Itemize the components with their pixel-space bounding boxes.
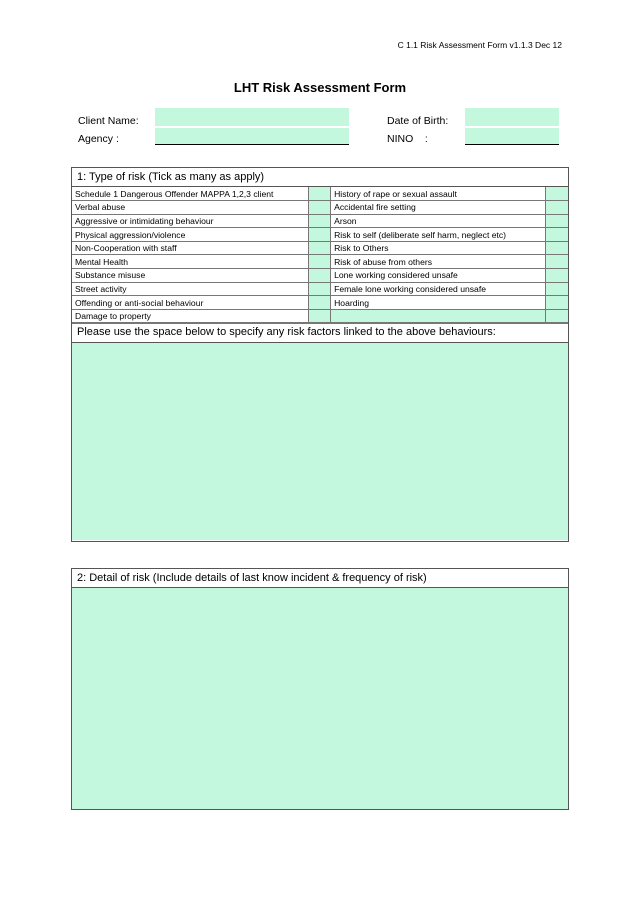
risk-tick-box[interactable] <box>546 255 568 269</box>
detail-of-risk-heading: 2: Detail of risk (Include details of last know incident & frequency of risk) <box>72 569 568 588</box>
risk-label: Non-Cooperation with staff <box>72 241 308 255</box>
risk-tick-box[interactable] <box>308 309 330 323</box>
risk-row <box>72 187 568 201</box>
risk-label <box>331 309 546 323</box>
form-version: C 1.1 Risk Assessment Form v1.1.3 Dec 12 <box>397 40 562 50</box>
risk-row <box>72 282 568 296</box>
risk-label: Lone working considered unsafe <box>331 269 546 283</box>
risk-checklist-table <box>72 187 568 323</box>
risk-row <box>72 228 568 242</box>
risk-tick-box[interactable] <box>546 282 568 296</box>
risk-label: Substance misuse <box>72 269 308 283</box>
risk-label: Risk to Others <box>331 241 546 255</box>
detail-of-risk-textarea[interactable] <box>72 588 568 809</box>
risk-tick-box[interactable] <box>308 296 330 310</box>
risk-tick-box[interactable] <box>546 214 568 228</box>
risk-tick-box[interactable] <box>546 201 568 215</box>
risk-tick-box[interactable] <box>308 241 330 255</box>
risk-label: Risk to self (deliberate self harm, neglect etc) <box>331 228 546 242</box>
risk-factors-note: Please use the space below to specify any risk factors linked to the above behaviours: <box>72 323 568 343</box>
risk-tick-box[interactable] <box>546 296 568 310</box>
risk-row <box>72 269 568 283</box>
nino-input[interactable] <box>465 128 559 145</box>
risk-tick-box[interactable] <box>546 269 568 283</box>
risk-factors-textarea[interactable] <box>72 343 568 540</box>
risk-label: Arson <box>331 214 546 228</box>
nino-label: NINO : <box>387 133 428 145</box>
risk-row <box>72 241 568 255</box>
risk-label: Accidental fire setting <box>331 201 546 215</box>
risk-label: Schedule 1 Dangerous Offender MAPPA 1,2,3 client <box>72 187 308 201</box>
risk-tick-box[interactable] <box>546 187 568 201</box>
risk-tick-box[interactable] <box>308 201 330 215</box>
risk-label: Aggressive or intimidating behaviour <box>72 214 308 228</box>
risk-tick-box[interactable] <box>546 241 568 255</box>
risk-tick-box[interactable] <box>546 309 568 323</box>
client-name-label: Client Name: <box>78 115 139 127</box>
risk-row <box>72 296 568 310</box>
risk-label: Offending or anti-social behaviour <box>72 296 308 310</box>
dob-label: Date of Birth: <box>387 115 449 127</box>
risk-label: Hoarding <box>331 296 546 310</box>
dob-input[interactable] <box>465 108 559 126</box>
risk-tick-box[interactable] <box>308 228 330 242</box>
risk-row <box>72 255 568 269</box>
detail-of-risk-section <box>71 568 569 810</box>
risk-row <box>72 214 568 228</box>
page-title: LHT Risk Assessment Form <box>233 80 407 95</box>
agency-label: Agency : <box>78 133 119 145</box>
risk-tick-box[interactable] <box>546 228 568 242</box>
agency-input[interactable] <box>155 128 349 145</box>
risk-label: Street activity <box>72 282 308 296</box>
risk-label: Female lone working considered unsafe <box>331 282 546 296</box>
risk-label: Mental Health <box>72 255 308 269</box>
risk-tick-box[interactable] <box>308 255 330 269</box>
risk-tick-box[interactable] <box>308 187 330 201</box>
risk-row <box>72 201 568 215</box>
risk-label: Damage to property <box>72 309 308 323</box>
risk-tick-box[interactable] <box>308 269 330 283</box>
risk-row <box>72 309 568 323</box>
risk-tick-box[interactable] <box>308 282 330 296</box>
risk-label: History of rape or sexual assault <box>331 187 546 201</box>
type-of-risk-heading: 1: Type of risk (Tick as many as apply) <box>72 168 568 187</box>
risk-label: Risk of abuse from others <box>331 255 546 269</box>
risk-label: Physical aggression/violence <box>72 228 308 242</box>
risk-label: Verbal abuse <box>72 201 308 215</box>
client-name-input[interactable] <box>155 108 349 126</box>
type-of-risk-section <box>71 167 569 542</box>
risk-tick-box[interactable] <box>308 214 330 228</box>
